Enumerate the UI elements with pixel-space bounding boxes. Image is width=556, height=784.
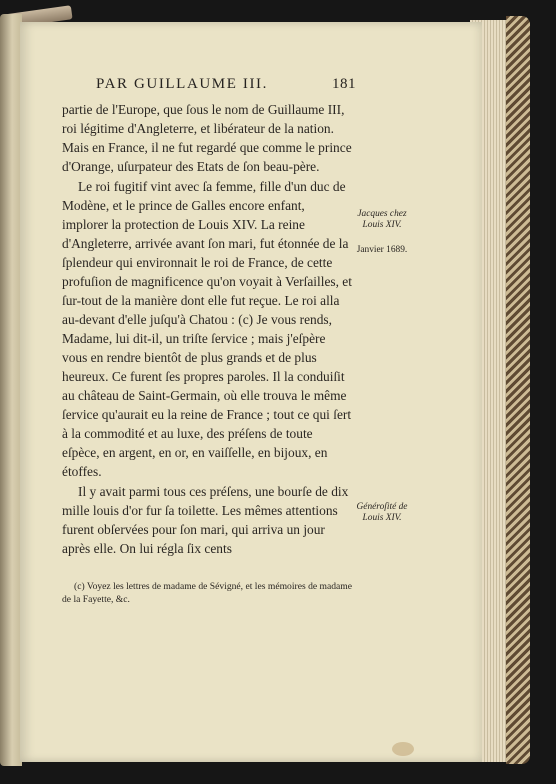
footnote: (c) Voyez les lettres de madame de Sévigné, et les mémoires de madame de la Fayette, &c. (62, 581, 353, 605)
left-page-edge (0, 14, 22, 766)
running-title: PAR GUILLAUME III. (96, 76, 268, 92)
page-number: 181 (332, 76, 356, 92)
margin-note-generosite: Généroſité de Louis XIV. (356, 502, 408, 523)
margin-note-jacques: Jacques chez Louis XIV. (357, 209, 407, 230)
paper-stain (392, 742, 414, 756)
paragraph-1: partie de l'Europe, que ſous le nom de Guillaume III, roi légitime d'Angleterre, et libérateur de la nation. Mais en France, il ne fut regardé que comme le prince d'Orange, uſurpateur des Etats de ſon beau-père. (62, 102, 352, 174)
paragraph-2: Le roi fugitif vint avec ſa femme, fille d'un duc de Modène, et le prince de Galles encore enfant, implorer la protection de Louis XIV. La reine d'Angleterre, arrivée avant ſon mari, fut étonnée de la ſplendeur qui environnait le roi de France, de cette profuſion de magnificence qu'on voyait à Verſailles, et ſur-tout de la manière dont elle fut reçue. Le roi alla au-devant d'elle juſqu'à Chatou : (c) Je vous rends, Madame, lui dit-il, un triſte ſervice ; mais j'eſpère vous en rendre bientôt de plus grands et de plus heureux. Ce furent ſes propres paroles. Il la conduiſit au château de Saint-Germain, où elle trouva le même ſervice qu'aurait eu la reine de France ; tout ce qui ſert à la commodité et au luxe, des préſens de toute eſpèce, en argent, en or, en vaiſſelle, en bijoux, en étoffes. (62, 179, 352, 479)
paragraph-3: Il y avait parmi tous ces préſens, une bourſe de dix mille louis d'or fur ſa toilette. Les mêmes attentions furent obſervées pour ſon mari, qui arriva un jour après elle. On lui régla ſix cents (62, 484, 349, 556)
margin-note-date: Janvier 1689. (356, 245, 408, 255)
book-cover-edge (506, 16, 530, 764)
body-text (62, 100, 352, 558)
running-header (96, 76, 356, 93)
